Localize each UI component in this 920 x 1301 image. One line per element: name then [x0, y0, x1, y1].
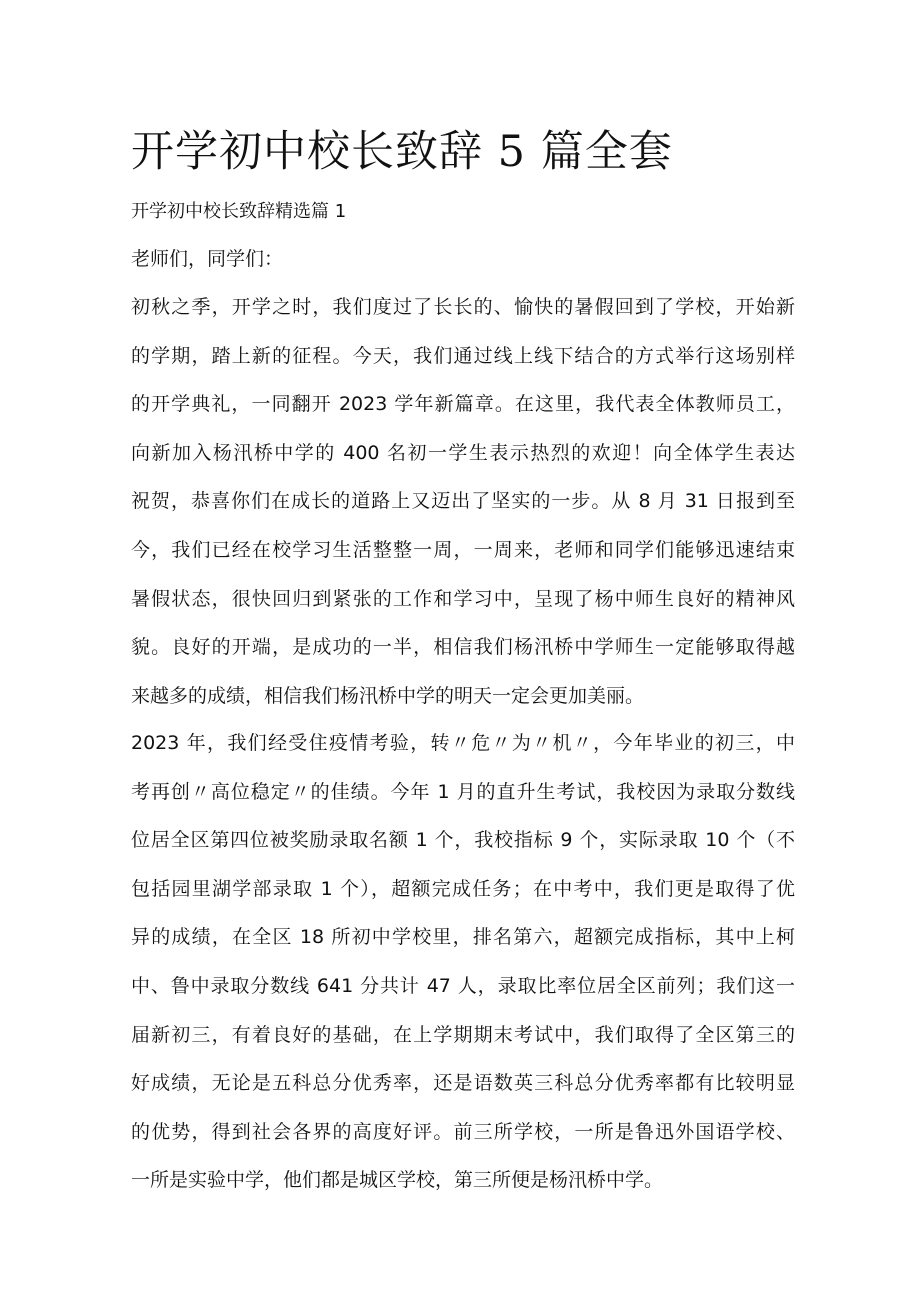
text-line: 中、鲁中录取分数线 641 分共计 47 人，录取比率位居全区前列；我们这一 [131, 974, 795, 997]
text-line: 初秋之季，开学之时，我们度过了长长的、愉快的暑假回到了学校，开始新 [131, 296, 795, 318]
text-line: 届新初三，有着良好的基础，在上学期期末考试中，我们取得了全区第三的 [131, 1023, 795, 1046]
text-line: 的学期，踏上新的征程。今天，我们通过线上线下结合的方式举行这场别样 [131, 344, 795, 367]
text-line: 一所是实验中学，他们都是城区学校，第三所便是杨汛桥中学。 [131, 1169, 664, 1192]
text-line: 的开学典礼，一同翻开 2023 学年新篇章。在这里，我代表全体教师员工， [131, 393, 795, 416]
text-line: 的优势，得到社会各界的高度好评。前三所学校，一所是鲁迅外国语学校、 [131, 1120, 795, 1143]
text-line: 来越多的成绩，相信我们杨汛桥中学的明天一定会更加美丽。 [131, 684, 645, 707]
text-line: 今，我们已经在校学习生活整整一周，一周来，老师和同学们能够迅速结束 [131, 538, 795, 561]
document-title: 开学初中校长致辞 5 篇全套 [131, 127, 673, 177]
text-line: 暑假状态，很快回归到紧张的工作和学习中，呈现了杨中师生良好的精神风 [131, 587, 795, 610]
section-subtitle: 开学初中校长致辞精选篇 1 [131, 201, 347, 222]
text-line: 异的成绩，在全区 18 所初中学校里，排名第六，超额完成指标，其中上柯 [131, 926, 795, 949]
text-line: 向新加入杨汛桥中学的 400 名初一学生表示热烈的欢迎！向全体学生表达 [131, 441, 795, 464]
text-line: 2023 年，我们经受住疫情考验，转〃危〃为〃机〃，今年毕业的初三，中 [131, 732, 795, 754]
text-line: 貌。良好的开端，是成功的一半，相信我们杨汛桥中学师生一定能够取得越 [131, 636, 795, 659]
salutation: 老师们，同学们： [131, 248, 284, 270]
text-line: 包括园里湖学部录取 1 个），超额完成任务；在中考中，我们更是取得了优 [131, 877, 795, 900]
text-line: 位居全区第四位被奖励录取名额 1 个，我校指标 9 个，实际录取 10 个（不 [131, 829, 795, 852]
body-paragraph-1 [131, 283, 795, 720]
text-line: 祝贺，恭喜你们在成长的道路上又迈出了坚实的一步。从 8 月 31 日报到至 [131, 490, 795, 513]
text-line: 好成绩，无论是五科总分优秀率，还是语数英三科总分优秀率都有比较明显 [131, 1072, 795, 1095]
text-line: 考再创〃高位稳定〃的佳绩。今年 1 月的直升生考试，我校因为录取分数线 [131, 780, 795, 803]
body-paragraph-2 [131, 719, 795, 1205]
